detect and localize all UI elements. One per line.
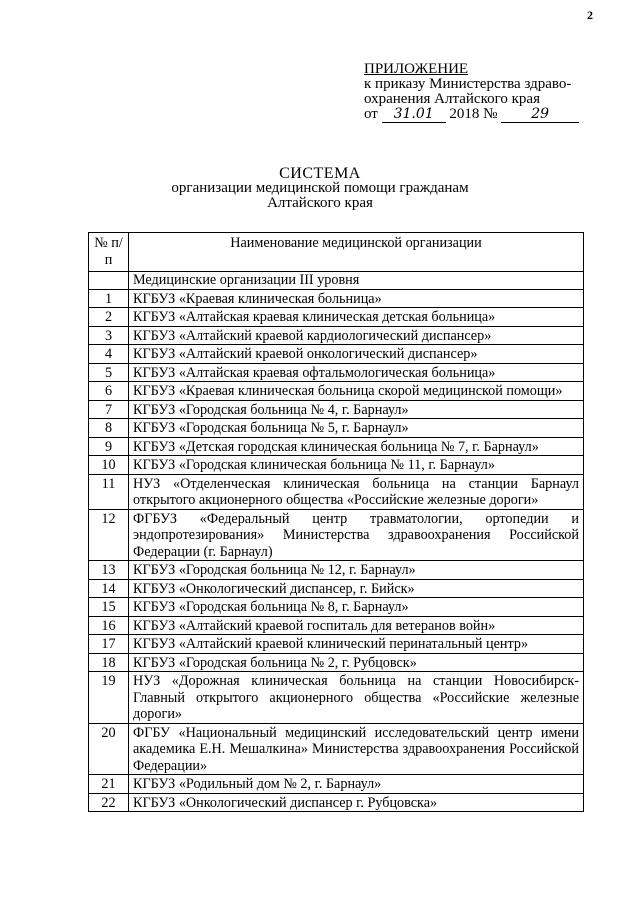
organization-name: НУЗ «Отделенческая клиническая больница на станции Барнаул открытого акционерного общества «Российские железные дороги» bbox=[129, 474, 584, 509]
appendix-block bbox=[364, 62, 604, 123]
row-number: 21 bbox=[89, 775, 129, 794]
row-number: 4 bbox=[89, 345, 129, 364]
organization-name: КГБУЗ «Алтайский краевой кардиологический диспансер» bbox=[129, 326, 584, 345]
organizations-table bbox=[88, 232, 584, 812]
row-number: 7 bbox=[89, 400, 129, 419]
table-row bbox=[89, 635, 584, 654]
table-row bbox=[89, 672, 584, 724]
row-number: 15 bbox=[89, 598, 129, 617]
row-number: 20 bbox=[89, 723, 129, 775]
page-number: 2 bbox=[587, 8, 593, 22]
row-number: 13 bbox=[89, 561, 129, 580]
organization-name: КГБУЗ «Алтайский краевой клинический перинатальный центр» bbox=[129, 635, 584, 654]
table-header-row bbox=[89, 233, 584, 272]
row-number: 16 bbox=[89, 616, 129, 635]
organization-name: КГБУЗ «Городская клиническая больница № 11, г. Барнаул» bbox=[129, 456, 584, 475]
organization-name: ФГБУ «Национальный медицинский исследовательский центр имени академика Е.Н. Мешалкина» Министерства здравоохранения Российской Федерации» bbox=[129, 723, 584, 775]
row-number: 11 bbox=[89, 474, 129, 509]
table-row bbox=[89, 616, 584, 635]
heading-title: СИСТЕМА bbox=[279, 165, 361, 182]
organization-name: КГБУЗ «Городская больница № 12, г. Барнаул» bbox=[129, 561, 584, 580]
row-number: 22 bbox=[89, 793, 129, 812]
row-number: 12 bbox=[89, 509, 129, 561]
table-row bbox=[89, 509, 584, 561]
organization-name: КГБУЗ «Алтайская краевая клиническая детская больница» bbox=[129, 308, 584, 327]
organization-name: КГБУЗ «Онкологический диспансер г. Рубцовска» bbox=[129, 793, 584, 812]
table-row bbox=[89, 474, 584, 509]
appendix-line-1: к приказу Министерства здраво- bbox=[364, 76, 572, 92]
section-row bbox=[89, 272, 584, 290]
order-date: 31.01 bbox=[382, 107, 446, 123]
table-row bbox=[89, 561, 584, 580]
organization-name: КГБУЗ «Онкологический диспансер, г. Бийск» bbox=[129, 579, 584, 598]
organization-name: КГБУЗ «Краевая клиническая больница скорой медицинской помощи» bbox=[129, 382, 584, 401]
table-row bbox=[89, 326, 584, 345]
row-number: 2 bbox=[89, 308, 129, 327]
row-number: 17 bbox=[89, 635, 129, 654]
table-row bbox=[89, 437, 584, 456]
row-number: 8 bbox=[89, 419, 129, 438]
row-number: 10 bbox=[89, 456, 129, 475]
table-row bbox=[89, 653, 584, 672]
table-row bbox=[89, 382, 584, 401]
table-row bbox=[89, 363, 584, 382]
organization-name: КГБУЗ «Алтайский краевой онкологический диспансер» bbox=[129, 345, 584, 364]
document-heading bbox=[0, 166, 640, 211]
table-row bbox=[89, 598, 584, 617]
organization-name: КГБУЗ «Краевая клиническая больница» bbox=[129, 289, 584, 308]
header-name: Наименование медицинской организации bbox=[129, 233, 584, 272]
table-row bbox=[89, 579, 584, 598]
section-num-cell bbox=[89, 272, 129, 290]
row-number: 6 bbox=[89, 382, 129, 401]
organization-name: КГБУЗ «Городская больница № 8, г. Барнаул» bbox=[129, 598, 584, 617]
organization-name: КГБУЗ «Родильный дом № 2, г. Барнаул» bbox=[129, 775, 584, 794]
organization-name: КГБУЗ «Городская больница № 4, г. Барнаул» bbox=[129, 400, 584, 419]
order-line bbox=[364, 107, 604, 123]
organization-name: НУЗ «Дорожная клиническая больница на станции Новосибирск-Главный открытого акционерного общества «Российские железные дороги» bbox=[129, 672, 584, 724]
header-num: № п/п bbox=[89, 233, 129, 272]
organization-name: КГБУЗ «Городская больница № 5, г. Барнаул» bbox=[129, 419, 584, 438]
organization-name: КГБУЗ «Городская больница № 2, г. Рубцовск» bbox=[129, 653, 584, 672]
row-number: 9 bbox=[89, 437, 129, 456]
table-row bbox=[89, 775, 584, 794]
table-row bbox=[89, 723, 584, 775]
organization-name: КГБУЗ «Алтайский краевой госпиталь для ветеранов войн» bbox=[129, 616, 584, 635]
table-row bbox=[89, 793, 584, 812]
table-row bbox=[89, 289, 584, 308]
table-row bbox=[89, 345, 584, 364]
row-number: 19 bbox=[89, 672, 129, 724]
section-title: Медицинские организации III уровня bbox=[129, 272, 584, 290]
organization-name: КГБУЗ «Детская городская клиническая больница № 7, г. Барнаул» bbox=[129, 437, 584, 456]
heading-subtitle-2: Алтайского края bbox=[267, 195, 373, 211]
appendix-line-2: охранения Алтайского края bbox=[364, 91, 540, 107]
table-row bbox=[89, 456, 584, 475]
order-year: 2018 № bbox=[449, 106, 498, 122]
row-number: 1 bbox=[89, 289, 129, 308]
order-number: 29 bbox=[501, 107, 579, 123]
heading-subtitle-1: организации медицинской помощи гражданам bbox=[171, 180, 469, 196]
table-row bbox=[89, 400, 584, 419]
organization-name: ФГБУЗ «Федеральный центр травматологии, ортопедии и эндопротезирования» Министерства здравоохранения Российской Федерации (г. Барнаул) bbox=[129, 509, 584, 561]
row-number: 5 bbox=[89, 363, 129, 382]
table-row bbox=[89, 419, 584, 438]
table-row bbox=[89, 308, 584, 327]
row-number: 3 bbox=[89, 326, 129, 345]
organization-name: КГБУЗ «Алтайская краевая офтальмологическая больница» bbox=[129, 363, 584, 382]
row-number: 14 bbox=[89, 579, 129, 598]
order-from-label: от bbox=[364, 106, 378, 122]
row-number: 18 bbox=[89, 653, 129, 672]
appendix-title: ПРИЛОЖЕНИЕ bbox=[364, 61, 469, 77]
